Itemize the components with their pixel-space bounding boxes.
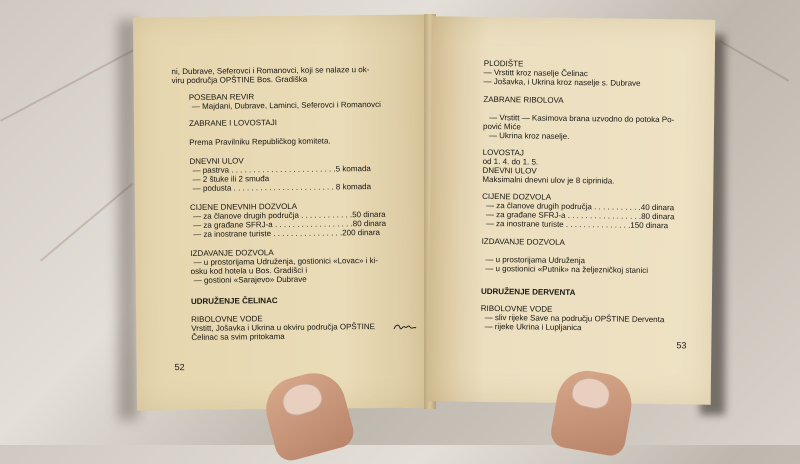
text-line: — rijeke Ukrina i Lupljanica [484,321,582,333]
text-line: viru područja OPŠTINE Bos. Gradiška [171,74,308,86]
section-heading: ZABRANE RIBOLOVA [483,94,564,105]
text-line: — u gostionici «Putnik» na željezničkoj stanici [485,263,649,275]
section-heading: CIJENE DOZVOLA [482,191,552,202]
text-line: Čelinac sa svim pritokama [191,331,285,342]
section-heading: IZDAVANJE DOZVOLA [190,248,274,258]
text-line: Vrstitt, Jošavka i Ukrina u okviru područja OPŠTINE [191,322,376,333]
text-line: — za članove drugih područja . . . . . . . . . . .40 dinara [486,200,675,213]
text-line: — za inostrane turiste . . . . . . . . . . . . . . .150 dinara [485,218,669,231]
section-heading: RIBOLOVNE VODE [191,314,263,324]
section-heading: DNEVNI ULOV [189,156,244,166]
section-heading: IZDAVANJE DOZVOLA [481,236,565,247]
text-line: — za građane SFRJ-a . . . . . . . . . . . . . . . . .80 dinara [485,209,675,222]
text-line: Maksimalni dnevni ulov je 8 ciprinida. [482,174,615,186]
section-heading: PLODIŠTE [483,58,524,69]
page-number: 52 [174,362,185,373]
handwritten-note [393,322,417,332]
text-line: — za inostrane turiste . . . . . . . . . . . . . . . .200 dinara [193,227,381,239]
left-page [133,14,432,410]
association-heading: UDRUŽENJE ČELINAC [190,296,278,306]
section-heading: CIJENE DNEVNIH DOZVOLA [189,201,298,212]
page-number: 53 [676,340,687,351]
right-page [428,16,716,404]
text-line: — 2 štuke ili 2 smuđa [192,174,270,184]
text-line: — gostioni «Sarajevo» Dubrave [193,274,307,285]
section-heading: ZABRANE I LOVOSTAJI [189,118,277,128]
association-heading: UDRUŽENJE DERVENTA [480,286,576,298]
text-line: — Jošavka, i Ukrina kroz naselje s. Dubrave [483,76,641,88]
text-line: — Majdani, Dubrave, Laminci, Seferovci i Romanovci [191,99,381,111]
text-line: Prema Pravilniku Republičkog komiteta. [189,136,331,147]
text-line: — podusta . . . . . . . . . . . . . . . . . . . . . . . 8 komada [192,182,372,193]
text-line: — za članove drugih područja . . . . . . . . . . . .50 dinara [192,209,386,221]
text-line: osku kod hotela u Bos. Gradišci i [190,265,308,276]
text-line: — Ukrina kroz naselje. [488,130,570,141]
text-line: od 1. 4. do 1. 5. [482,156,539,167]
text-line: — sliv rijeke Save na području OPŠTINE Derventa [484,312,665,325]
text-line: — u prostorijama Udruženja [485,254,586,266]
section-heading: DNEVNI ULOV [482,165,537,176]
section-heading: LOVOSTAJ [482,147,524,158]
text-line: — Vrstitt kroz naselje Čelinac [483,67,588,79]
text-line: pović Miće [482,121,521,132]
text-line: ni, Dubrave, Seferovci i Romanovci, koji se nalaze u ok- [171,65,370,77]
text-line: — pastrva . . . . . . . . . . . . . . . . . . . . . . . .5 komada [192,164,371,175]
section-heading: POSEBAN REVIR [188,92,255,102]
text-line: — u prostorijama Udruženja, gostionici «Lovac» i ki- [193,256,379,267]
marble-vein [719,40,789,82]
text-line: — Vrstitt — Kasimova brana uzvodno do potoka Po- [489,112,675,125]
section-heading: RIBOLOVNE VODE [480,303,553,314]
text-line: — za građane SFRJ-a . . . . . . . . . . . . . . . . . .80 dinara [193,218,387,230]
